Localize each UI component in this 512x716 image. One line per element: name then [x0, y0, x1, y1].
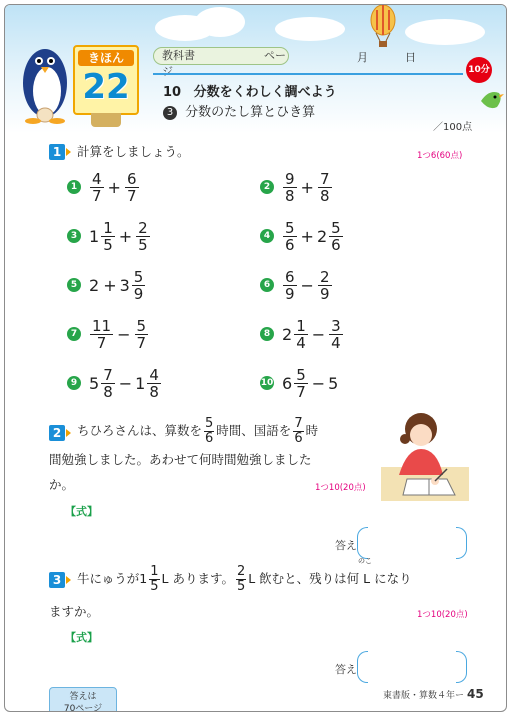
fraction-numerator: 7: [294, 416, 303, 431]
cloud-decoration: [275, 17, 345, 41]
question-2-points: 1つ10(20点): [315, 483, 366, 493]
problem-expression: [282, 365, 339, 401]
fraction: [283, 269, 297, 302]
fraction: [318, 171, 332, 204]
hot-air-balloon-icon: [368, 5, 398, 49]
fraction-denominator: 4: [296, 333, 306, 352]
operator: +: [300, 226, 314, 246]
fraction-numerator: 7: [103, 365, 113, 384]
fraction: [283, 171, 297, 204]
whole-number: 1: [135, 373, 146, 393]
question-3-number: 3: [49, 572, 65, 588]
footer-publisher: [383, 687, 484, 701]
question-3-line-2: ますか。: [49, 604, 100, 619]
date-area: [295, 47, 455, 69]
header-rule: [153, 73, 463, 75]
score-total: ／100点: [433, 122, 473, 133]
whole-number: 5: [89, 373, 100, 393]
fraction-numerator: 4: [149, 365, 159, 384]
operator: +: [103, 275, 117, 295]
unit-subtitle: [163, 101, 315, 120]
fraction-numerator: 1: [296, 316, 306, 335]
penguin-mascot-icon: [19, 35, 71, 125]
question-3-answer-box[interactable]: [357, 651, 467, 681]
problem-expression: [89, 218, 151, 254]
fraction: [136, 220, 150, 253]
problem-number: 6: [260, 278, 274, 292]
page-number: 45: [467, 687, 484, 701]
textbook-pages-label: ページ: [162, 49, 286, 78]
fraction: [101, 367, 115, 400]
fraction-denominator: 8: [103, 382, 113, 401]
fraction-denominator: 6: [285, 235, 295, 254]
question-2-answer-box[interactable]: [357, 527, 467, 557]
problem-expression: [89, 169, 140, 205]
unit-title: [163, 81, 337, 100]
fraction: [329, 318, 343, 351]
operator: +: [300, 177, 314, 197]
q3-text-c: L 飲むと、残りは何 L になり: [248, 571, 412, 586]
fraction-denominator: 6: [205, 431, 214, 446]
operator: −: [311, 324, 326, 344]
fraction-numerator: 6: [126, 169, 137, 188]
whole-number: 5: [328, 373, 339, 393]
problem-expression: [89, 365, 162, 401]
fraction-numerator: 5: [136, 316, 147, 335]
problem-expression: [89, 267, 146, 303]
problem-number: 1: [67, 180, 81, 194]
q3-fraction-2: [236, 565, 246, 594]
fraction-numerator: 1: [103, 218, 113, 237]
fraction-denominator: 6: [294, 431, 303, 446]
unit-number: 10: [163, 85, 182, 100]
badge-stand: [91, 113, 121, 127]
q2-fraction-2: [293, 417, 303, 446]
fraction-denominator: 5: [103, 235, 113, 254]
question-3-line-1: [77, 565, 477, 594]
problem-number: 9: [67, 376, 81, 390]
fraction-denominator: 8: [319, 186, 330, 205]
question-2-answer-label: 答え: [335, 539, 357, 552]
operator: +: [107, 177, 121, 197]
whole-number: 3: [119, 275, 130, 295]
timer-badge: 10分: [466, 57, 492, 83]
fraction-denominator: 5: [138, 235, 148, 254]
fraction-numerator: 6: [285, 267, 295, 286]
question-1-points: 1つ6(60点): [417, 151, 463, 161]
fraction: [135, 318, 149, 351]
fraction-numerator: 5: [331, 218, 341, 237]
day-label: 日: [405, 51, 416, 64]
fraction-denominator: 8: [149, 382, 159, 401]
lesson-number: 22: [82, 67, 130, 107]
fraction-numerator: 2: [236, 564, 246, 579]
problem-expression: [89, 316, 149, 352]
fraction-denominator: 7: [96, 333, 107, 352]
fraction-denominator: 8: [285, 186, 295, 205]
fraction-numerator: 5: [205, 416, 214, 431]
fraction: [294, 318, 308, 351]
fraction-numerator: 2: [138, 218, 148, 237]
answer-tab-line-1: 答えは: [69, 692, 97, 702]
fraction-numerator: 11: [92, 316, 112, 335]
fraction-denominator: 7: [126, 186, 137, 205]
problem-number: 8: [260, 327, 274, 341]
problem-expression: [282, 267, 333, 303]
fraction-denominator: 6: [331, 235, 341, 254]
fraction-numerator: 2: [319, 267, 330, 286]
question-1-number: 1: [49, 144, 65, 160]
fraction-denominator: 7: [296, 382, 306, 401]
cloud-decoration: [405, 19, 485, 45]
problem-number: 10: [260, 378, 274, 388]
fraction-numerator: 5: [133, 267, 144, 286]
problem-number: 7: [67, 327, 81, 341]
q3-fraction-1: [149, 565, 159, 594]
bird-icon: [479, 87, 505, 117]
q2-fraction-1: [204, 417, 214, 446]
fraction-numerator: 5: [296, 365, 306, 384]
problem-number: 5: [67, 278, 81, 292]
fraction: [101, 220, 115, 253]
fraction-numerator: 1: [150, 564, 159, 579]
operator: −: [300, 275, 314, 295]
question-1-instruction: 計算をしましょう。: [77, 144, 190, 159]
q3-whole: 1: [139, 571, 148, 586]
sub-number: 3: [163, 106, 177, 120]
kihon-label: きほん: [78, 50, 134, 66]
question-3-ruby: のこ: [358, 557, 372, 565]
whole-number: 2: [89, 275, 100, 295]
fraction: [90, 318, 113, 351]
q2-text-a: ちひろさんは、算数を: [77, 423, 203, 438]
unit-title-text: 分数をくわしく調べよう: [193, 85, 337, 100]
textbook-page-bar: [153, 47, 289, 78]
problem-expression: [282, 316, 344, 352]
q3-text-b: L あります。: [161, 571, 234, 586]
month-label: 月: [357, 51, 368, 64]
kihon-badge: [73, 45, 139, 115]
fraction-denominator: 9: [319, 284, 330, 303]
cloud-decoration: [195, 7, 245, 37]
fraction-numerator: 9: [285, 169, 295, 188]
fraction-denominator: 4: [331, 333, 341, 352]
publisher-text: 東書版・算数４年ー: [383, 691, 465, 701]
operator: −: [311, 373, 326, 393]
question-2-formula-label: 【式】: [65, 505, 98, 518]
fraction-numerator: 5: [285, 218, 295, 237]
fraction: [318, 269, 332, 302]
q2-text-b: 時間、国語を: [216, 423, 292, 438]
sub-title-text: 分数のたし算とひき算: [185, 105, 316, 120]
operator: −: [117, 324, 131, 344]
whole-number: 6: [282, 373, 293, 393]
fraction: [125, 171, 139, 204]
fraction: [90, 171, 104, 204]
worksheet-page: [4, 4, 507, 712]
question-3-formula-label: 【式】: [65, 631, 98, 644]
fraction-denominator: 7: [92, 186, 102, 205]
fraction-denominator: 9: [285, 284, 295, 303]
problem-number: 3: [67, 229, 81, 243]
question-2-line-3: か。: [49, 477, 75, 492]
fraction: [329, 220, 343, 253]
fraction: [147, 367, 161, 400]
operator: +: [118, 226, 133, 246]
question-3-answer-label: 答え: [335, 663, 357, 676]
q2-text-c: 時: [305, 423, 319, 438]
fraction-numerator: 3: [331, 316, 341, 335]
fraction-denominator: 5: [236, 579, 246, 594]
whole-number: 2: [282, 324, 293, 344]
problem-expression: [282, 218, 344, 254]
problem-number: 4: [260, 229, 274, 243]
textbook-label: 教科書: [162, 49, 195, 62]
answer-page-tab[interactable]: [49, 687, 117, 712]
question-2-number: 2: [49, 425, 65, 441]
question-3-points: 1つ10(20点): [417, 610, 468, 620]
whole-number: 1: [89, 226, 100, 246]
whole-number: 2: [316, 226, 328, 246]
q3-text-a: 牛にゅうが: [77, 571, 140, 586]
studying-girl-illustration: [377, 405, 469, 505]
problem-number: 2: [260, 180, 274, 194]
question-2-line-2: 間勉強しました。あわせて何時間勉強しました: [49, 452, 312, 467]
fraction-denominator: 7: [136, 333, 147, 352]
fraction-denominator: 5: [150, 579, 159, 594]
fraction-numerator: 4: [92, 169, 102, 188]
answer-tab-line-2: 70ページ: [63, 704, 103, 712]
fraction: [294, 367, 308, 400]
problem-expression: [282, 169, 333, 205]
fraction: [283, 220, 297, 253]
fraction-denominator: 9: [133, 284, 144, 303]
question-2-line-1: [77, 417, 377, 446]
operator: −: [118, 373, 133, 393]
fraction-numerator: 7: [319, 169, 330, 188]
fraction: [132, 269, 146, 302]
